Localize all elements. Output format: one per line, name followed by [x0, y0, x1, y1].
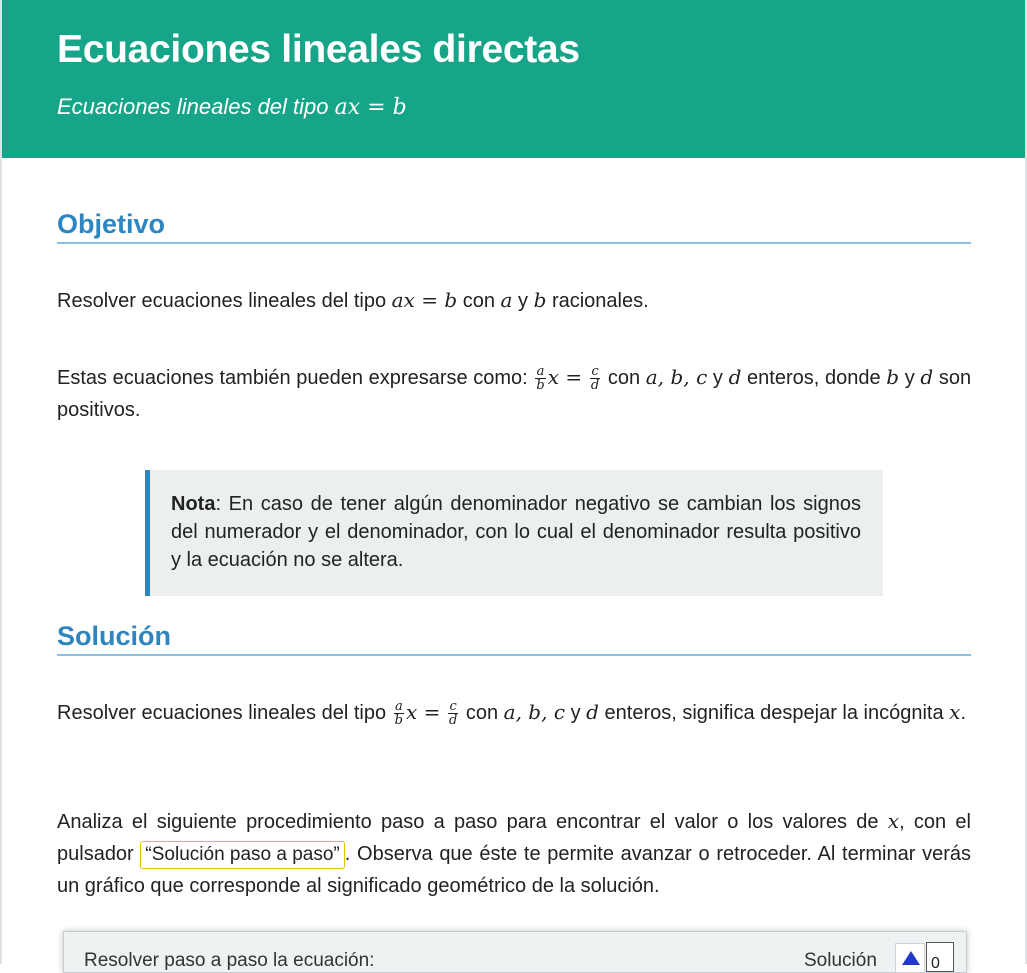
note-label: Nota — [171, 493, 216, 515]
solucion-paragraph-1: Resolver ecuaciones lineales del tipo $\frac{a}{b}$ x = $\frac{c}{d}$ con a, b, c y d enteros, significa despejar la incógnita x. — [57, 699, 967, 729]
page-title: Ecuaciones lineales directas — [57, 28, 580, 71]
section-title-objetivo: Objetivo — [57, 209, 971, 244]
fraction-c-d: $\frac{c}{d}$ — [448, 699, 458, 729]
applet-label: Resolver paso a paso la ecuación: — [84, 950, 375, 971]
fraction-a-b: $\frac{a}{b}$ — [394, 699, 403, 729]
objetivo-paragraph-1: Resolver ecuaciones lineales del tipo ax = b con a y b racionales. — [57, 288, 649, 312]
step-counter-field[interactable]: 0 — [926, 942, 954, 972]
objetivo-paragraph-2: Estas ecuaciones también pueden expresarse como: $\frac{a}{b}$ x = $\frac{c}{d}$ con a, b, c y d enteros, donde b y d son positivos. — [57, 364, 972, 421]
step-by-step-applet — [63, 931, 967, 973]
section-title-solucion: Solución — [57, 621, 971, 656]
solucion-paragraph-2: Analiza el siguiente procedimiento paso a paso para encontrar el valor o los valores de x, con el pulsador “Solución paso a paso” . Observa que éste te permite avanzar o retroceder. Al terminar verás un gráfico que corresponde al significado geométrico de la solución. — [57, 809, 971, 897]
solution-step-button-reference: “Solución paso a paso” — [140, 841, 344, 869]
note-box — [145, 470, 883, 596]
fraction-c-d: $\frac{c}{d}$ — [590, 364, 600, 394]
header-banner — [2, 0, 1025, 158]
subtitle-math: ax = b — [334, 95, 407, 120]
applet-solution-label: Solución — [804, 950, 877, 971]
note-text: Nota: En caso de tener algún denominador negativo se cambian los signos del numerador y el denominador, con lo cual el denominador resulta positivo y la ecuación no se altera. — [171, 493, 861, 571]
step-up-arrow-icon[interactable] — [895, 943, 925, 973]
page-subtitle — [57, 94, 407, 120]
fraction-a-b: $\frac{a}{b}$ — [536, 364, 545, 394]
subtitle-text: Ecuaciones lineales del tipo — [57, 94, 329, 119]
